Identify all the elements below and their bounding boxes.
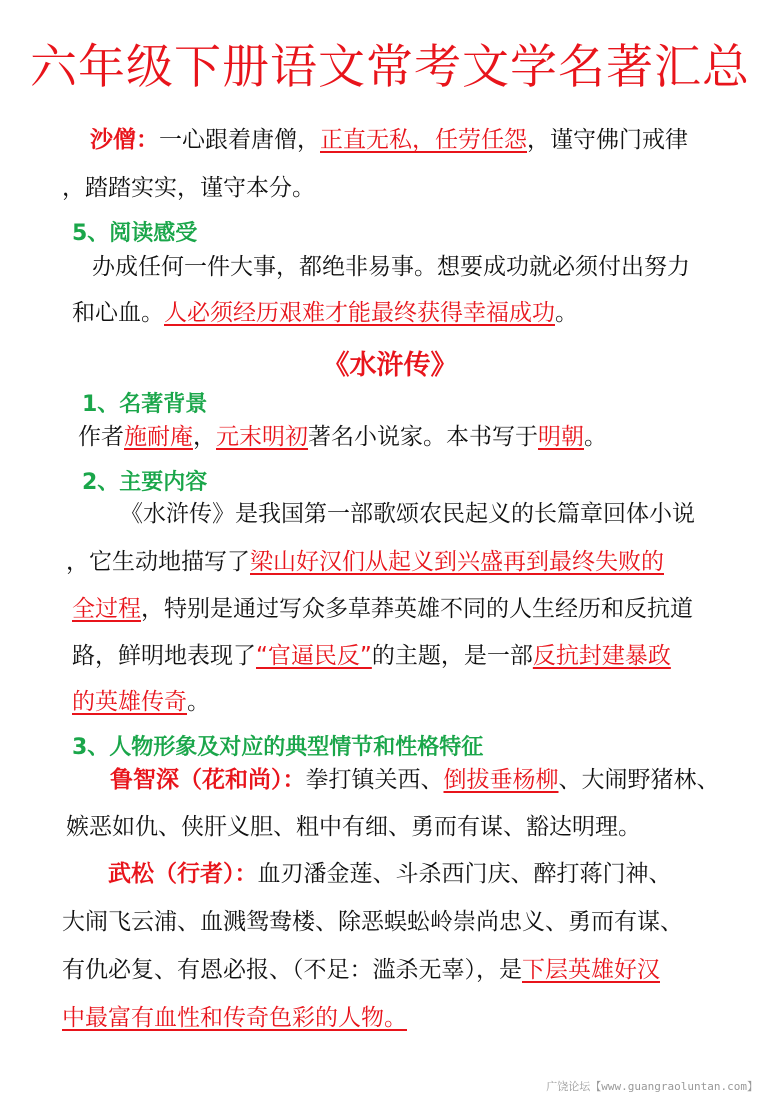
b2-line-1 <box>120 497 695 531</box>
lzs-text-1: 拳打镇关西、 <box>305 767 444 793</box>
b2-text-5: 的主题，是一部 <box>371 643 533 669</box>
b2-line-2 <box>66 545 664 579</box>
b2-line-3 <box>72 592 693 626</box>
era: 元末明初 <box>216 424 308 450</box>
b2-text-1: 《水浒传》是我国第一部歌颂农民起义的长篇章回体小说 <box>120 501 695 527</box>
ws-highlight-2: 中最富有血性和传奇色彩的人物。 <box>62 1005 407 1031</box>
b1-text-4: 。 <box>584 424 607 450</box>
dynasty: 明朝 <box>538 424 584 450</box>
book-title: 《水浒传》 <box>322 350 458 381</box>
footer-watermark: 广饶论坛【www.guangraoluntan.com】 <box>546 1080 758 1093</box>
b2-text-4: 路，鲜明地表现了 <box>72 643 256 669</box>
section-2-heading: 2、主要内容 <box>82 470 208 495</box>
ws-text-3: 有仇必复、有恩必报、（不足：滥杀无辜），是 <box>62 957 522 983</box>
shaseng-text-3: ，踏踏实实，谨守本分。 <box>62 175 315 201</box>
ws-highlight-1: 下层英雄好汉 <box>522 957 660 983</box>
b2-highlight-4: 反抗封建暴政 <box>532 643 671 669</box>
author-name: 施耐庵 <box>124 424 193 450</box>
section-1-heading: 1、名著背景 <box>82 392 208 417</box>
b2-text-2: ，它生动地描写了 <box>66 549 250 575</box>
lzs-highlight: 倒拔垂杨柳 <box>443 767 559 793</box>
shaseng-highlight: 正直无私，任劳任怨 <box>320 127 527 153</box>
ws-text-1: 血刃潘金莲、斗杀西门庆、醉打蒋门神、 <box>257 861 672 887</box>
s5-text-1: 办成任何一件大事，都绝非易事。想要成功就必须付出努力 <box>92 254 690 280</box>
b2-highlight-2: 全过程 <box>72 596 141 622</box>
ws-label: 武松（行者）： <box>108 861 258 887</box>
shaseng-line-2 <box>62 171 315 205</box>
shaseng-text-1: 一心跟着唐僧， <box>159 127 320 153</box>
b2-highlight-3: “官逼民反” <box>256 643 372 669</box>
b2-highlight-5: 的英雄传奇 <box>72 689 187 715</box>
s5-line-2 <box>72 296 578 330</box>
shaseng-label: 沙僧： <box>90 127 159 153</box>
s5-text-3: 。 <box>555 300 578 326</box>
lzs-line-2 <box>66 810 641 844</box>
b1-line <box>78 420 607 454</box>
ws-text-2: 大闹飞云浦、血溅鸳鸯楼、除恶蜈蚣岭崇尚忠义、勇而有谋、 <box>62 909 683 935</box>
shaseng-line-1 <box>90 123 688 157</box>
b1-text-2: ， <box>193 424 216 450</box>
lzs-label: 鲁智深（花和尚）： <box>110 767 306 793</box>
shaseng-text-2: ，谨守佛门戒律 <box>527 127 688 153</box>
b1-text-1: 作者 <box>78 424 124 450</box>
ws-line-4 <box>62 1001 407 1035</box>
page-title: 六年级下册语文常考文学名著汇总 <box>30 40 750 95</box>
section-5-heading: 5、阅读感受 <box>72 221 198 246</box>
s5-line-1 <box>92 250 690 284</box>
ws-line-3 <box>62 953 660 987</box>
b2-line-5 <box>72 685 210 719</box>
s5-highlight: 人必须经历艰难才能最终获得幸福成功 <box>164 300 555 326</box>
b2-text-3: ，特别是通过写众多草莽英雄不同的人生经历和反抗道 <box>141 596 693 622</box>
b2-text-6: 。 <box>187 689 210 715</box>
b1-text-3: 著名小说家。本书写于 <box>308 424 538 450</box>
ws-line-2 <box>62 905 683 939</box>
s5-text-2: 和心血。 <box>72 300 164 326</box>
ws-line-1 <box>108 857 672 891</box>
section-3-heading: 3、人物形象及对应的典型情节和性格特征 <box>72 735 484 760</box>
lzs-text-2: 、大闹野猪林、 <box>558 767 720 793</box>
lzs-line-1 <box>110 763 720 797</box>
b2-line-4 <box>72 639 671 673</box>
b2-highlight-1: 梁山好汉们从起义到兴盛再到最终失败的 <box>250 549 664 575</box>
lzs-text-3: 嫉恶如仇、侠肝义胆、粗中有细、勇而有谋、豁达明理。 <box>66 814 641 840</box>
